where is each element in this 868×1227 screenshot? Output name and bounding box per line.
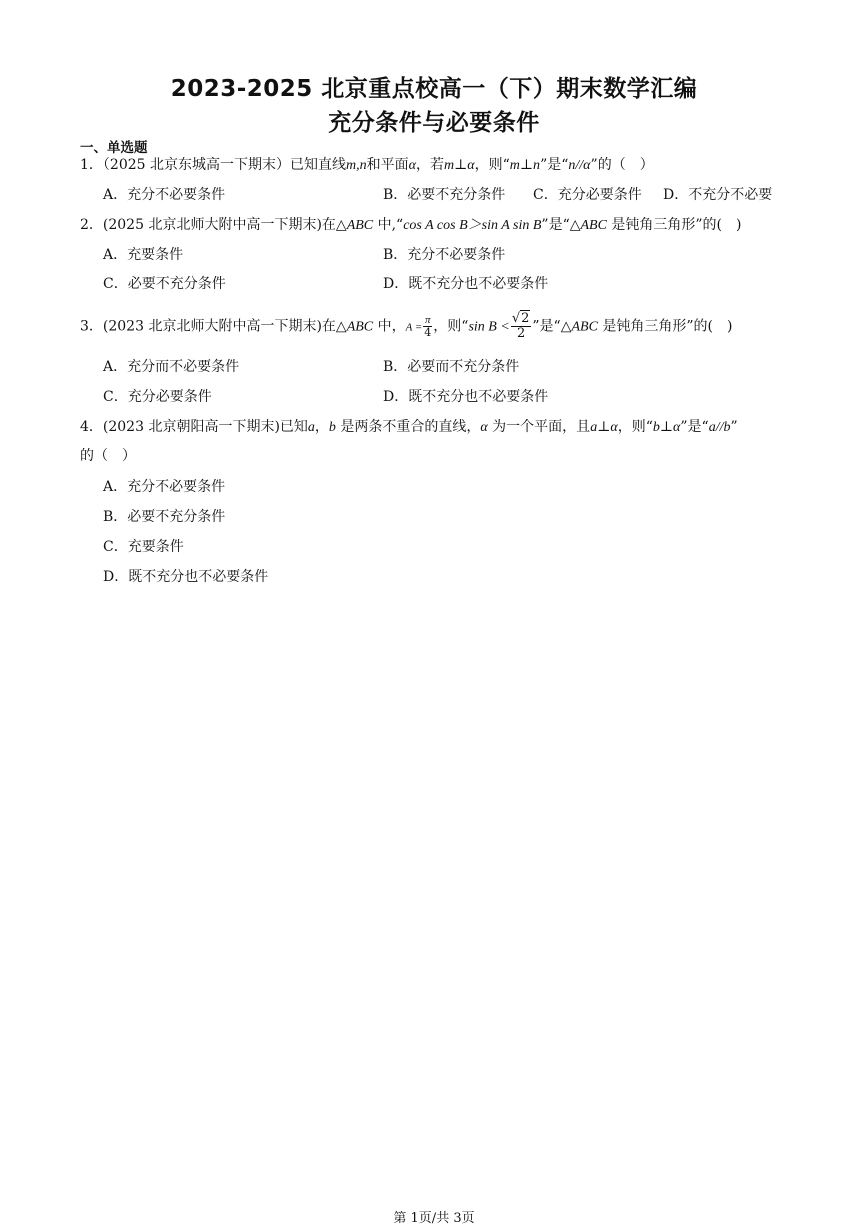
question-4-stem-line2: 的（ ） (80, 448, 136, 464)
question-4-option-c[interactable]: C．充要条件 (103, 539, 184, 555)
question-4-stem: 4．(2023 北京朝阳高一下期末)已知a，b 是两条不重合的直线，α 为一个平面，且a⊥α，则“b⊥α”是“a//b” (80, 419, 738, 435)
section-heading: 一、单选题 (80, 140, 148, 156)
question-4-option-b[interactable]: B．必要不充分条件 (103, 509, 226, 525)
question-3-stem: 3．(2023 北京北师大附中高一下期末)在△ABC 中，A = $\frac{\pi}{4}$ ，则“sin B < $\frac{√2}{2}$ ”是“△ABC 是钝角三角形”的( ) (80, 311, 733, 341)
question-2-option-c[interactable]: C．必要不充分条件 (103, 276, 226, 292)
page-title: 2023-2025 北京重点校高一（下）期末数学汇编 (170, 76, 698, 102)
question-3-option-c[interactable]: C．充分必要条件 (103, 389, 212, 405)
question-3-option-a[interactable]: A．充分而不必要条件 (103, 359, 240, 375)
question-2-option-b[interactable]: B．充分不必要条件 (383, 247, 506, 263)
question-4-option-d[interactable]: D．既不充分也不必要条件 (103, 569, 269, 585)
question-1-stem: 1．（2025 北京东城高一下期末）已知直线m,n和平面α，若m⊥α，则“m⊥n”是“n//α”的（ ） (80, 157, 654, 173)
question-1-option-b[interactable]: B．必要不充分条件 (383, 187, 506, 203)
question-1-option-a[interactable]: A．充分不必要条件 (103, 187, 226, 203)
question-1-option-d[interactable]: D．不充分不必要 (663, 187, 773, 203)
sqrt2-over-two-fraction: $\frac{√2}{2}$ (511, 311, 530, 341)
question-3-option-d[interactable]: D．既不充分也不必要条件 (383, 389, 549, 405)
question-2-stem: 2．(2025 北京北师大附中高一下期末)在△ABC 中,“cos A cos B＞sin A sin B”是“△ABC 是钝角三角形”的( ) (80, 217, 742, 233)
question-2-option-a[interactable]: A．充要条件 (103, 247, 184, 263)
question-1-option-c[interactable]: C．充分必要条件 (533, 187, 642, 203)
question-4-option-a[interactable]: A．充分不必要条件 (103, 479, 226, 495)
page-subtitle: 充分条件与必要条件 (328, 110, 540, 136)
pi-over-four-fraction: $\frac{\pi}{4}$ (424, 314, 432, 339)
question-2-option-d[interactable]: D．既不充分也不必要条件 (383, 276, 549, 292)
page-number: 第 1页/共 3页 (393, 1211, 475, 1226)
question-3-option-b[interactable]: B．必要而不充分条件 (383, 359, 520, 375)
sqrt-symbol: √2 (511, 311, 530, 326)
